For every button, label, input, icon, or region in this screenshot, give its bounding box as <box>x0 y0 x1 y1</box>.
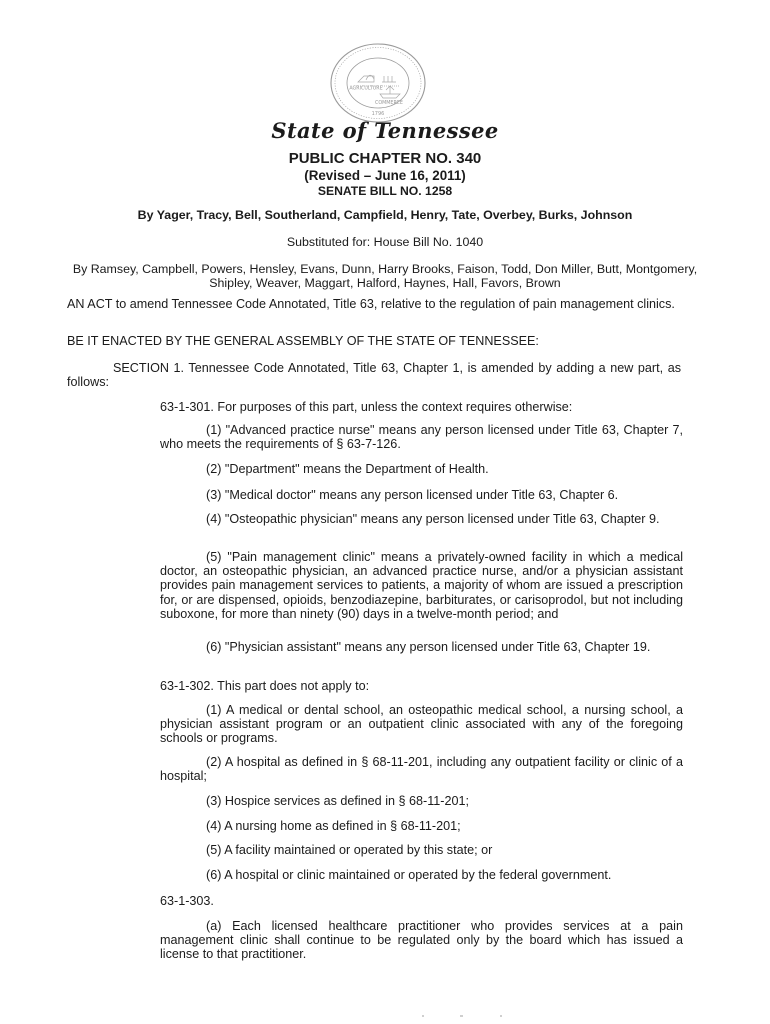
section-63-1-303-subsection-a: (a) Each licensed healthcare practitioner who provides services at a pain management clinic shall continue to be regulated only by the board which has issued a license to that practitioner. <box>160 919 683 962</box>
section-63-1-302-intro: 63-1-302. This part does not apply to: <box>160 679 370 693</box>
definition-item: (3) "Medical doctor" means any person licensed under Title 63, Chapter 6. <box>206 488 619 502</box>
definition-item: (6) "Physician assistant" means any person licensed under Title 63, Chapter 19. <box>206 640 651 654</box>
public-chapter-number: PUBLIC CHAPTER NO. 340 <box>288 150 482 167</box>
enacting-clause: BE IT ENACTED BY THE GENERAL ASSEMBLY OF THE STATE OF TENNESSEE: <box>67 334 539 348</box>
exemption-item: (5) A facility maintained or operated by this state; or <box>206 843 493 857</box>
state-seal-image <box>328 42 428 124</box>
section-63-1-301-intro: 63-1-301. For purposes of this part, unless the context requires otherwise: <box>160 400 573 414</box>
exemption-item: (4) A nursing home as defined in § 68-11-201; <box>206 819 461 833</box>
exemption-item: (6) A hospital or clinic maintained or operated by the federal government. <box>206 868 612 882</box>
substituted-for: Substituted for: House Bill No. 1040 <box>286 235 484 249</box>
state-title: State of Tennessee <box>271 118 499 143</box>
seal-commerce-text: COMMERCE <box>375 101 403 106</box>
exemption-item: (2) A hospital as defined in § 68-11-201, including any outpatient facility or clinic of a hospital; <box>160 755 683 784</box>
definition-item: (2) "Department" means the Department of Health. <box>206 462 489 476</box>
definition-item: (5) "Pain management clinic" means a privately-owned facility in which a medical doctor, an osteopathic physician, an advanced practice nurse, and/or a physician assistant provides pain management services to patients, a majority of whom are issued a prescription for, or are dispensed, opioids, benzodiazepine, barbiturates, or carisoprodol, but not including suboxone, for more than ninety (90) days in a twelve-month period; and <box>160 550 683 621</box>
senate-bill-number: SENATE BILL NO. 1258 <box>317 184 453 198</box>
definition-item: (4) "Osteopathic physician" means any person licensed under Title 63, Chapter 9. <box>206 512 660 526</box>
senate-sponsors: By Yager, Tracy, Bell, Southerland, Campfield, Henry, Tate, Overbey, Burks, Johnson <box>137 208 633 222</box>
seal-year-text: 1796 <box>371 111 385 117</box>
act-caption: AN ACT to amend Tennessee Code Annotated, Title 63, relative to the regulation of pain management clinics. <box>67 297 675 311</box>
house-sponsors: By Ramsey, Campbell, Powers, Hensley, Evans, Dunn, Harry Brooks, Faison, Todd, Don Miller, Butt, Montgomery, Shipley, Weaver, Maggart, Halford, Haynes, Hall, Favors, Brown <box>72 262 698 290</box>
section-1: SECTION 1. Tennessee Code Annotated, Title 63, Chapter 1, is amended by adding a new part, as follows: <box>67 361 681 390</box>
section-63-1-303-heading: 63-1-303. <box>160 894 214 908</box>
revised-date: (Revised – June 16, 2011) <box>304 168 466 183</box>
definition-item: (1) "Advanced practice nurse" means any person licensed under Title 63, Chapter 7, who meets the requirements of § 63-7-126. <box>160 423 683 452</box>
seal-agriculture-text: AGRICULTURE <box>349 86 383 92</box>
scan-artifact <box>420 1014 510 1018</box>
exemption-item: (1) A medical or dental school, an osteopathic medical school, a nursing school, a physician assistant program or an outpatient clinic associated with any of the foregoing schools or programs. <box>160 703 683 746</box>
exemption-item: (3) Hospice services as defined in § 68-11-201; <box>206 794 469 808</box>
